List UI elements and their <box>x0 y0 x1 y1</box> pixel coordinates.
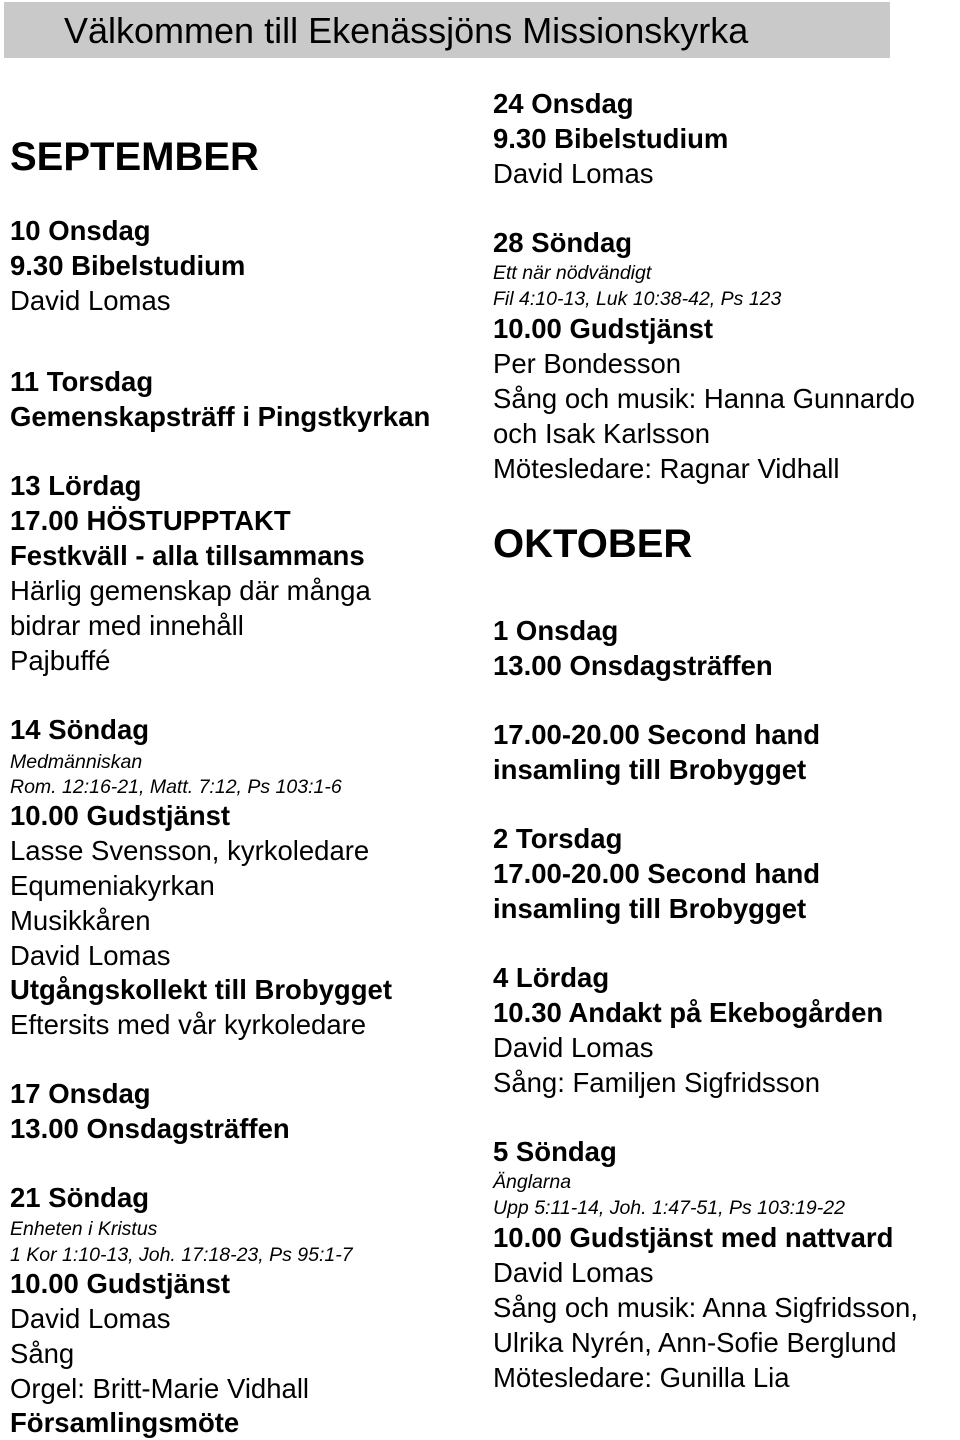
event-detail: David Lomas <box>493 1032 654 1063</box>
event-collect: Utgångskollekt till Brobygget <box>10 974 392 1005</box>
month-heading: SEPTEMBER <box>10 135 259 179</box>
event-day: 2 Torsdag <box>493 823 623 854</box>
event-day: 5 Söndag <box>493 1136 617 1167</box>
event-leader: David Lomas <box>10 285 171 316</box>
event-title: 10.30 Andakt på Ekebogården <box>493 997 884 1028</box>
event-day: 14 Söndag <box>10 714 150 745</box>
event-description: Härlig gemenskap där många <box>10 575 371 606</box>
event-detail: Eftersits med vår kyrkoledare <box>10 1009 367 1040</box>
event-title: 10.00 Gudstjänst <box>493 313 714 344</box>
event-title: 17.00-20.00 Second hand <box>493 719 821 750</box>
event-leader: David Lomas <box>493 158 654 189</box>
month-heading: OKTOBER <box>493 522 693 566</box>
event-day: 24 Onsdag <box>493 88 634 119</box>
event-day: 10 Onsdag <box>10 215 151 246</box>
sermon-theme: Änglarna <box>493 1171 572 1193</box>
event-subtitle: Festkväll - alla tillsammans <box>10 540 365 571</box>
event-detail: Orgel: Britt-Marie Vidhall <box>10 1373 310 1404</box>
sermon-theme: Enheten i Kristus <box>10 1218 158 1240</box>
event-day: 1 Onsdag <box>493 615 619 646</box>
event-title: 10.00 Gudstjänst <box>10 1268 231 1299</box>
event-meeting: Församlingsmöte <box>10 1407 240 1438</box>
event-detail: David Lomas <box>10 1303 171 1334</box>
event-title: insamling till Brobygget <box>493 754 807 785</box>
bible-texts: Fil 4:10-13, Luk 10:38-42, Ps 123 <box>493 288 782 310</box>
event-day: 21 Söndag <box>10 1182 150 1213</box>
event-detail: och Isak Karlsson <box>493 418 711 449</box>
event-detail: David Lomas <box>493 1257 654 1288</box>
event-title: 13.00 Onsdagsträffen <box>493 650 773 681</box>
event-detail: Sång och musik: Hanna Gunnardo <box>493 383 915 414</box>
event-detail: David Lomas <box>10 940 171 971</box>
event-detail: Lasse Svensson, kyrkoledare <box>10 835 370 866</box>
bible-texts: Upp 5:11-14, Joh. 1:47-51, Ps 103:19-22 <box>493 1197 845 1219</box>
event-detail: Musikkåren <box>10 905 151 936</box>
event-title: 17.00 HÖSTUPPTAKT <box>10 505 291 536</box>
event-day: 13 Lördag <box>10 470 142 501</box>
event-detail: Equmeniakyrkan <box>10 870 215 901</box>
event-title: insamling till Brobygget <box>493 893 807 924</box>
bible-texts: 1 Kor 1:10-13, Joh. 17:18-23, Ps 95:1-7 <box>10 1244 353 1266</box>
event-day: 11 Torsdag <box>10 366 154 397</box>
event-detail: Per Bondesson <box>493 348 682 379</box>
event-detail: Ulrika Nyrén, Ann-Sofie Berglund <box>493 1327 897 1358</box>
event-day: 28 Söndag <box>493 227 633 258</box>
event-title: 10.00 Gudstjänst med nattvard <box>493 1222 894 1253</box>
header-bar <box>4 2 890 58</box>
event-title: Gemenskapsträff i Pingstkyrkan <box>10 401 431 432</box>
event-day: 17 Onsdag <box>10 1078 151 1109</box>
event-detail: Sång <box>10 1338 75 1369</box>
page-title: Välkommen till Ekenässjöns Missionskyrka <box>64 10 749 51</box>
event-description: bidrar med innehåll <box>10 610 244 641</box>
event-title: 9.30 Bibelstudium <box>493 123 729 154</box>
event-detail: Mötesledare: Ragnar Vidhall <box>493 453 840 484</box>
event-description: Pajbuffé <box>10 645 111 676</box>
sermon-theme: Ett när nödvändigt <box>493 262 652 284</box>
event-detail: Sång och musik: Anna Sigfridsson, <box>493 1292 918 1323</box>
bible-texts: Rom. 12:16-21, Matt. 7:12, Ps 103:1-6 <box>10 776 342 798</box>
event-detail: Sång: Familjen Sigfridsson <box>493 1067 821 1098</box>
event-title: 17.00-20.00 Second hand <box>493 858 821 889</box>
sermon-theme: Medmänniskan <box>10 751 143 773</box>
event-title: 10.00 Gudstjänst <box>10 800 231 831</box>
event-title: 13.00 Onsdagsträffen <box>10 1113 290 1144</box>
event-day: 4 Lördag <box>493 962 610 993</box>
event-detail: Mötesledare: Gunilla Lia <box>493 1362 790 1393</box>
event-title: 9.30 Bibelstudium <box>10 250 246 281</box>
